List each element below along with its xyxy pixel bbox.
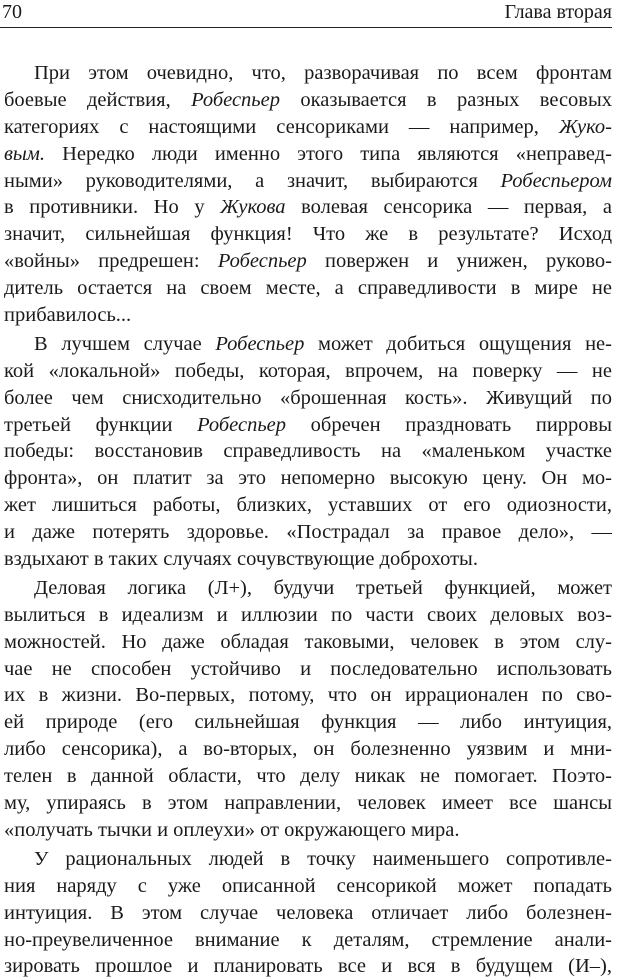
text-line: [4, 465, 612, 492]
text-segment: вылиться в идеализм и иллюзии по части своих деловых воз-: [4, 603, 612, 626]
text-line: [4, 385, 612, 412]
text-segment: обречен праздновать пирровы: [286, 413, 612, 436]
text-line: [4, 168, 612, 195]
text-line: [4, 817, 612, 844]
text-line: [4, 709, 612, 736]
text-segment: оказывается в разных весовых: [280, 88, 612, 111]
text-segment: волевая сенсорика — первая, а: [285, 196, 612, 219]
text-line: [4, 331, 612, 358]
text-segment: категориях с настоящими сенсориками — например,: [4, 115, 559, 138]
text-line: [4, 438, 612, 465]
text-line: [4, 629, 612, 656]
italic-name: Жукова: [220, 196, 286, 219]
text-segment: третьей функции: [4, 413, 198, 436]
text-segment: «получать тычки и оплеухи» от окружающего мира.: [4, 818, 460, 841]
text-segment: либо сенсорика), а во-вторых, он болезненно уязвим и мни-: [4, 738, 612, 761]
text-segment: боевые действия,: [4, 88, 192, 111]
text-segment: кой «локальной» победы, которая, впрочем, на поверку — не: [4, 359, 612, 382]
text-line: [4, 682, 612, 709]
text-segment: в противники. Но у: [4, 196, 221, 219]
text-segment: При этом очевидно, что, разворачивая по всем фронтам: [34, 62, 612, 84]
text-segment: телен в данной области, что делу никак не помогает. Поэто-: [4, 765, 612, 788]
text-segment: зировать прошлое и планировать все и вся в будущем (И–),: [4, 955, 612, 978]
text-line: [4, 873, 612, 900]
text-line: [4, 763, 612, 790]
body-text: [4, 60, 612, 980]
text-line: [4, 248, 612, 275]
text-line: [4, 900, 612, 927]
italic-name: Робеспьер: [217, 250, 307, 273]
text-segment: прибавилось...: [4, 304, 132, 327]
text-line: [4, 846, 612, 873]
running-head: [0, 0, 612, 28]
text-line: [4, 60, 612, 87]
text-segment: ния наряду с уже описанной сенсорикой может попадать: [4, 874, 612, 897]
text-line: [4, 790, 612, 817]
text-line: [4, 953, 612, 980]
text-segment: У рациональных людей в точку наименьшего сопротивле-: [34, 847, 612, 870]
text-line: [4, 221, 612, 248]
text-segment: Нередко люди именно этого типа являются «неправед-: [45, 142, 612, 165]
text-segment: фронта», он платит за это непомерно высокую цену. Он мо-: [4, 467, 612, 490]
text-segment: их в жизни. Во-первых, потому, что он иррационален по сво-: [4, 684, 612, 707]
text-segment: значит, сильнейшая функция! Что же в результате? Исход: [4, 223, 612, 246]
text-line: [4, 492, 612, 519]
page-number: 70: [2, 1, 22, 23]
text-segment: ными» руководителями, а значит, выбираются: [4, 169, 501, 192]
text-segment: Деловая логика (Л+), будучи третьей функцией, может: [34, 576, 612, 599]
text-segment: В лучшем случае: [34, 332, 216, 355]
text-line: [4, 656, 612, 683]
text-line: [4, 87, 612, 114]
italic-name: Жуко-: [558, 115, 612, 138]
text-segment: дитель остается на своем месте, а справедливости в мире не: [4, 277, 612, 300]
text-segment: более чем снисходительно «брошенная кость». Живущий по: [4, 386, 612, 409]
text-line: [4, 575, 612, 602]
text-line: [4, 412, 612, 439]
text-line: [4, 927, 612, 954]
text-segment: чае не способен устойчиво и последовательно использовать: [4, 657, 612, 680]
text-line: [4, 302, 612, 329]
text-segment: но-преувеличенное внимание к деталям, стремление анали-: [4, 928, 612, 951]
italic-name: Робеспьер: [197, 413, 287, 436]
text-segment: повержен и унижен, руково-: [306, 250, 612, 273]
italic-name: Робеспьер: [215, 332, 305, 355]
text-line: [4, 602, 612, 629]
italic-name: Робеспьер: [191, 88, 280, 111]
italic-name: Робеспьером: [500, 169, 612, 192]
text-segment: жет лишиться работы, близких, уставших от его одиозности,: [4, 494, 612, 517]
text-line: [4, 141, 612, 168]
text-segment: «войны» предрешен:: [4, 250, 218, 273]
italic-name: вым.: [4, 142, 45, 165]
text-segment: ей природе (его сильнейшая функция — либо интуиция,: [4, 711, 612, 734]
text-line: [4, 114, 612, 141]
text-line: [4, 546, 612, 573]
text-segment: может добиться ощущения не-: [304, 332, 612, 355]
text-segment: вздыхают в таких случаях сочувствующие доброхоты.: [4, 548, 478, 571]
text-segment: интуиция. В этом случае человека отличает либо болезнен-: [4, 901, 612, 924]
text-line: [4, 519, 612, 546]
chapter-title: Глава вторая: [504, 1, 612, 23]
text-segment: победы: восстановив справедливость на «маленьком участке: [4, 440, 612, 463]
text-segment: можностей. Но даже обладая таковыми, человек в этом слу-: [4, 630, 612, 653]
text-line: [4, 358, 612, 385]
text-segment: му, упираясь в этом направлении, человек имеет все шансы: [4, 792, 612, 815]
text-line: [4, 275, 612, 302]
text-segment: и даже потерять здоровье. «Пострадал за правое дело», —: [4, 521, 612, 544]
text-line: [4, 194, 612, 221]
text-line: [4, 736, 612, 763]
